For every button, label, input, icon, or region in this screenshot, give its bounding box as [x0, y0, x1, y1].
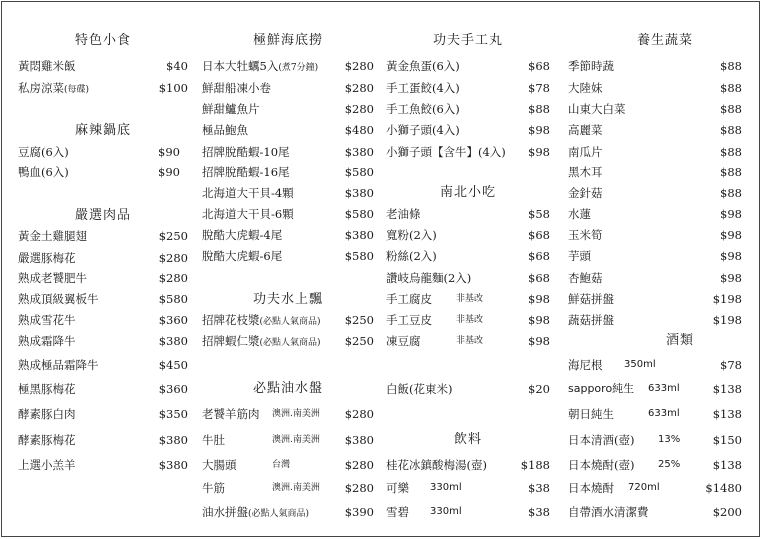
- item-name: 牛肚: [202, 433, 225, 447]
- item-price: $280: [344, 481, 374, 495]
- item-price: $20: [528, 382, 550, 396]
- menu-item: [568, 404, 742, 424]
- menu-item: [568, 430, 742, 450]
- item-note: (每碟): [64, 85, 90, 95]
- section-title-snacks: 特色小食: [74, 33, 131, 48]
- item-name: 極黑豚梅花: [18, 382, 76, 396]
- menu-item: [202, 331, 374, 351]
- item-name: 自帶酒水清潔費: [568, 505, 649, 519]
- menu-item: [568, 56, 742, 76]
- menu-item: [568, 120, 742, 140]
- section-title-spicy-pot: 麻辣鍋底: [74, 123, 131, 138]
- item-price: $138: [712, 458, 742, 472]
- menu-item: [386, 289, 550, 309]
- item-name: 小獅子頭(4入): [386, 123, 460, 137]
- item-name: 寬粉(2入): [386, 228, 437, 242]
- item-price: $88: [720, 59, 742, 73]
- item-name: 山東大白菜: [568, 102, 626, 116]
- item-price: $78: [720, 358, 742, 372]
- menu-item: [202, 142, 374, 162]
- item-price: $88: [720, 165, 742, 179]
- item-name: 招牌脫酷蝦-16尾: [202, 165, 290, 179]
- menu-item: [18, 56, 188, 76]
- item-name: 招牌花枝漿: [202, 313, 260, 327]
- item-price: $380: [158, 334, 188, 348]
- item-name: sapporo純生: [568, 382, 635, 395]
- item-price: $198: [712, 313, 742, 327]
- item-name: 南瓜片: [568, 145, 603, 159]
- item-price: $98: [528, 313, 550, 327]
- menu-item: [18, 142, 188, 162]
- item-name: 北海道大干貝-6顆: [202, 207, 294, 221]
- item-name: 日本清酒(壺): [568, 433, 635, 447]
- item-name: 高麗菜: [568, 123, 603, 137]
- menu-column-4: [568, 2, 742, 538]
- item-price: $188: [520, 458, 550, 472]
- item-name: 酵素豚白肉: [18, 407, 76, 421]
- item-price: $580: [344, 249, 374, 263]
- item-price: $88: [720, 145, 742, 159]
- item-name: 鮮甜鱸魚片: [202, 102, 260, 116]
- item-price: $380: [344, 186, 374, 200]
- item-name: 嚴選豚梅花: [18, 251, 76, 265]
- item-price: $350: [158, 407, 188, 421]
- item-price: $580: [158, 292, 188, 306]
- item-origin: 澳洲.南美洲: [272, 483, 320, 493]
- item-name: 讚岐烏龍麵(2入): [386, 271, 472, 285]
- item-name: 老饕羊筋肉: [202, 407, 260, 421]
- menu-item: [568, 225, 742, 245]
- menu-column-3: [386, 2, 550, 538]
- item-price: $98: [528, 145, 550, 159]
- item-price: $68: [528, 228, 550, 242]
- item-name: 極品鮑魚: [202, 123, 248, 137]
- menu-item: [386, 78, 550, 98]
- menu-item: [18, 248, 188, 268]
- menu-item: [18, 379, 188, 399]
- section-title-seafood: 極鮮海底撈: [252, 33, 323, 48]
- item-price: $68: [528, 271, 550, 285]
- item-name: 玉米筍: [568, 228, 603, 242]
- menu-column-1: [18, 2, 188, 538]
- item-volume: 330ml: [430, 482, 462, 493]
- item-origin: 澳洲.南美洲: [272, 409, 320, 419]
- menu-item: [568, 289, 742, 309]
- item-name: 脫酷大虎蝦-4尾: [202, 228, 283, 242]
- item-price: $250: [344, 334, 374, 348]
- item-name: 熟成極品霜降牛: [18, 358, 99, 372]
- menu-item: [568, 183, 742, 203]
- item-origin: 澳洲.南美洲: [272, 435, 320, 445]
- item-name: 金針菇: [568, 186, 603, 200]
- menu-item: [202, 99, 374, 119]
- menu-item: [202, 404, 374, 424]
- item-note: 非基改: [456, 336, 484, 346]
- item-price: $200: [712, 505, 742, 519]
- item-price: $280: [344, 81, 374, 95]
- item-name: 可樂: [386, 481, 409, 495]
- item-name: 鮮菇拼盤: [568, 292, 614, 306]
- item-price: $88: [720, 123, 742, 137]
- item-abv: 13%: [658, 434, 681, 445]
- menu-item: [18, 331, 188, 351]
- item-price: $98: [528, 292, 550, 306]
- section-title-drinks: 飲料: [453, 432, 482, 447]
- item-price: $98: [528, 334, 550, 348]
- item-name: 日本燒酎(壺): [568, 458, 635, 472]
- item-name: 蔬菇拼盤: [568, 313, 614, 327]
- menu-item: [568, 502, 742, 522]
- menu-item: [386, 455, 550, 475]
- menu-item: [18, 455, 188, 475]
- menu-item: [568, 204, 742, 224]
- menu-item: [202, 478, 374, 498]
- item-price: $100: [158, 81, 188, 95]
- menu-item: [386, 246, 550, 266]
- menu-item: [18, 289, 188, 309]
- item-name: 黃金魚蛋(6入): [386, 59, 460, 73]
- section-title-offal: 必點油水盤: [252, 381, 323, 396]
- item-name: 手工腐皮: [386, 292, 432, 306]
- item-name: 大腸頭: [202, 458, 237, 472]
- item-note: (必點人氣商品): [248, 509, 310, 519]
- menu-item: [386, 120, 550, 140]
- item-price: $580: [344, 207, 374, 221]
- item-name: 熟成頂級翼板牛: [18, 292, 99, 306]
- item-name: 招牌蝦仁漿: [202, 334, 260, 348]
- item-note: (必點人氣商品): [259, 338, 321, 348]
- item-name: 招牌脫酷蝦-10尾: [202, 145, 290, 159]
- item-name: 雪碧: [386, 505, 409, 519]
- item-name: 熟成雪花牛: [18, 313, 76, 327]
- item-price: $138: [712, 382, 742, 396]
- menu-item: [18, 268, 188, 288]
- menu-item: [202, 183, 374, 203]
- item-name: 手工蛋餃(4入): [386, 81, 460, 95]
- menu-item: [568, 379, 742, 399]
- item-name: 手工魚餃(6入): [386, 102, 460, 116]
- item-name: 豆腐(6入): [18, 145, 69, 159]
- menu-item: [386, 478, 550, 498]
- item-name: 大陸妹: [568, 81, 603, 95]
- section-title-north-south-snacks: 南北小吃: [439, 185, 496, 200]
- item-name: 水蓮: [568, 207, 591, 221]
- item-price: $88: [720, 81, 742, 95]
- menu-item: [386, 379, 550, 399]
- menu-item: [568, 99, 742, 119]
- item-price: $88: [720, 186, 742, 200]
- menu-item: [18, 310, 188, 330]
- item-price: $198: [712, 292, 742, 306]
- item-price: $380: [344, 433, 374, 447]
- section-title-alcohol: 酒類: [665, 333, 694, 348]
- item-price: $150: [712, 433, 742, 447]
- item-price: $360: [158, 382, 188, 396]
- item-note: 非基改: [456, 294, 484, 304]
- menu-item: [568, 355, 742, 375]
- menu-item: [202, 246, 374, 266]
- item-note: 非基改: [456, 315, 484, 325]
- menu-column-2: [202, 2, 374, 538]
- menu-item: [386, 331, 550, 351]
- item-price: $380: [158, 433, 188, 447]
- item-price: $58: [528, 207, 550, 221]
- item-price: $280: [344, 407, 374, 421]
- menu-item: [386, 99, 550, 119]
- item-price: $480: [344, 123, 374, 137]
- section-title-balls: 功夫手工丸: [432, 33, 503, 48]
- menu-item: [18, 430, 188, 450]
- item-name: 熟成霜降牛: [18, 334, 76, 348]
- menu-item: [202, 225, 374, 245]
- item-price: $380: [158, 458, 188, 472]
- menu-item: [568, 162, 742, 182]
- item-price: $90: [158, 165, 180, 179]
- item-name: 黃悶雞米飯: [18, 59, 76, 73]
- menu-item: [568, 246, 742, 266]
- section-title-meat: 嚴選肉品: [74, 208, 131, 223]
- item-name: 北海道大干貝-4顆: [202, 186, 294, 200]
- menu-item: [568, 268, 742, 288]
- item-name: 桂花冰鎮酸梅湯(壺): [386, 458, 487, 472]
- item-name: 日本燒酎: [568, 481, 614, 495]
- item-name: 季節時蔬: [568, 59, 614, 73]
- item-price: $580: [344, 165, 374, 179]
- menu-item: [202, 78, 374, 98]
- item-name: 小獅子頭【含牛】(4入): [386, 145, 506, 159]
- item-price: $390: [344, 505, 374, 519]
- item-name: 日本大牡蠣5入: [202, 59, 279, 73]
- item-name: 手工豆皮: [386, 313, 432, 327]
- item-name: 黑木耳: [568, 165, 603, 179]
- menu-item: [202, 204, 374, 224]
- item-origin: 台灣: [272, 460, 291, 470]
- item-volume: 633ml: [648, 408, 680, 419]
- menu-item: [568, 455, 742, 475]
- item-price: $280: [158, 271, 188, 285]
- item-price: $138: [712, 407, 742, 421]
- menu-item: [202, 502, 374, 522]
- menu-item: [568, 478, 742, 498]
- menu-item: [568, 310, 742, 330]
- item-note: (煮7分鐘): [278, 63, 319, 73]
- item-price: $360: [158, 313, 188, 327]
- item-name: 鮮甜船凍小卷: [202, 81, 271, 95]
- section-title-floating: 功夫水上飄: [252, 292, 323, 307]
- item-name: 脫酷大虎蝦-6尾: [202, 249, 283, 263]
- item-price: $68: [528, 249, 550, 263]
- item-price: $90: [158, 145, 180, 159]
- item-note: (必點人氣商品): [259, 317, 321, 327]
- menu-item: [386, 502, 550, 522]
- item-name: 老油條: [386, 207, 421, 221]
- menu-item: [386, 142, 550, 162]
- item-name: 凍豆腐: [386, 334, 421, 348]
- item-volume: 633ml: [648, 383, 680, 394]
- item-name: 私房涼菜: [18, 81, 64, 95]
- item-price: $98: [720, 228, 742, 242]
- menu-item: [18, 162, 188, 182]
- item-price: $98: [720, 207, 742, 221]
- menu-page: [1, 1, 760, 537]
- item-volume: 720ml: [628, 482, 660, 493]
- item-price: $98: [720, 249, 742, 263]
- item-price: $280: [344, 59, 374, 73]
- menu-item: [202, 455, 374, 475]
- menu-item: [202, 162, 374, 182]
- item-name: 粉絲(2入): [386, 249, 437, 263]
- item-price: $38: [528, 481, 550, 495]
- item-price: $280: [344, 102, 374, 116]
- item-name: 黃金土雞腿翅: [18, 229, 87, 243]
- menu-item: [202, 430, 374, 450]
- menu-item: [18, 355, 188, 375]
- item-name: 白飯(花東米): [386, 382, 453, 396]
- item-price: $68: [528, 59, 550, 73]
- item-name: 鴨血(6入): [18, 165, 69, 179]
- item-price: $250: [158, 229, 188, 243]
- menu-item: [202, 120, 374, 140]
- item-name: 朝日純生: [568, 407, 614, 421]
- item-name: 海尼根: [568, 358, 603, 372]
- item-volume: 350ml: [624, 359, 656, 370]
- item-price: $88: [720, 102, 742, 116]
- menu-item: [18, 226, 188, 246]
- item-price: $98: [528, 123, 550, 137]
- item-price: $250: [344, 313, 374, 327]
- menu-item: [386, 310, 550, 330]
- menu-item: [202, 310, 374, 330]
- item-price: $280: [344, 458, 374, 472]
- item-abv: 25%: [658, 459, 681, 470]
- item-price: $1480: [705, 481, 742, 495]
- item-name: 杏鮑菇: [568, 271, 603, 285]
- menu-item: [386, 268, 550, 288]
- item-price: $98: [720, 271, 742, 285]
- item-price: $88: [528, 102, 550, 116]
- item-name: 熟成老饕肥牛: [18, 271, 87, 285]
- section-title-vegetables: 養生蔬菜: [636, 33, 693, 48]
- item-price: $280: [158, 251, 188, 265]
- item-name: 油水拼盤: [202, 505, 248, 519]
- menu-item: [568, 78, 742, 98]
- menu-item: [386, 56, 550, 76]
- menu-item: [568, 142, 742, 162]
- item-price: $450: [158, 358, 188, 372]
- item-name: 上選小羔羊: [18, 458, 76, 472]
- item-name: 酵素豚梅花: [18, 433, 76, 447]
- item-price: $380: [344, 228, 374, 242]
- menu-item: [202, 56, 374, 76]
- menu-item: [18, 404, 188, 424]
- item-volume: 330ml: [430, 506, 462, 517]
- item-price: $380: [344, 145, 374, 159]
- menu-item: [386, 225, 550, 245]
- item-price: $38: [528, 505, 550, 519]
- item-price: $40: [166, 59, 188, 73]
- menu-item: [386, 204, 550, 224]
- menu-item: [18, 78, 188, 98]
- item-name: 牛筋: [202, 481, 225, 495]
- item-name: 芋頭: [568, 249, 591, 263]
- item-price: $78: [528, 81, 550, 95]
